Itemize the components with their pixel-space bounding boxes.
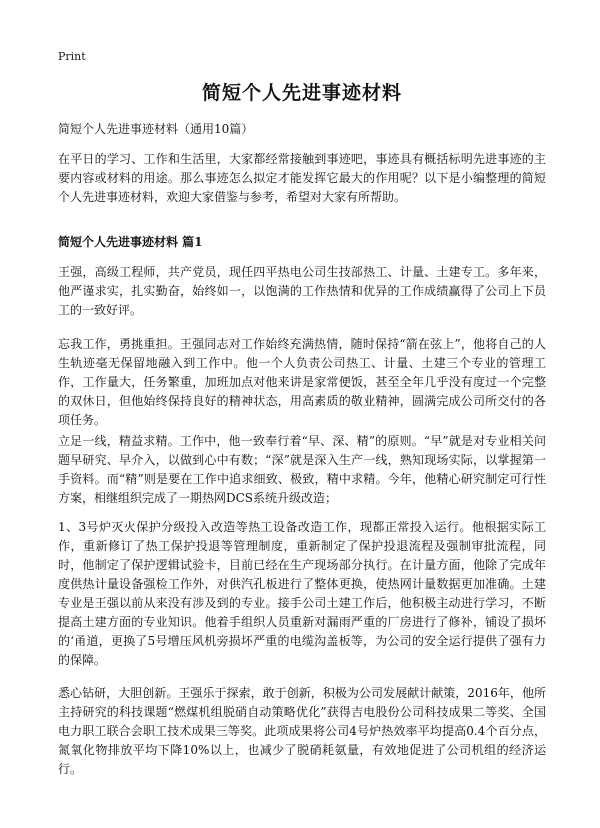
paragraph-3: 立足一线，精益求精。工作中，他一致奉行着“早、深、精”的原则。“早”就是对专业相关问题早研究、早介入，以做到心中有数；“深”就是深入生产一线，熟知现场实际，以掌握第一手资料。而“精”则是要在工作中追求细致、极致，精中求精。今年，他精心研究制定可行性方案，相继组织完成了一期热网DCS系统升级改造； <box>58 434 546 505</box>
paragraph-2: 忘我工作，勇挑重担。王强同志对工作始终充满热情，随时保持“箭在弦上”，他将自己的人生轨迹毫无保留地融入到工作中。他一个人负责公司热工、计量、土建三个专业的管理工作，工作量大，任务繁重，加班加点对他来讲是家常便饭，甚至全年几乎没有度过一个完整的双休日，但他始终保持良好的精神状态，用高素质的敬业精神，圆满完成公司所交付的各项任务。 <box>58 337 546 427</box>
intro-paragraph: 在平日的学习、工作和生活里，大家都经常接触到事迹吧，事迹具有概括标明先进事迹的主要内容或材料的用途。那么事迹怎么拟定才能发挥它最大的作用呢？以下是小编整理的简短个人先进事迹材料，欢迎大家借鉴与参考，希望对大家有所帮助。 <box>58 152 546 204</box>
paragraph-4: 1、3号炉灭火保护分级投入改造等热工设备改造工作，现都正常投入运行。他根据实际工作，重新修订了热工保护投退等管理制度，重新制定了保护投退流程及强制审批流程，同时，他制定了保护逻辑试验卡，目前已经在生产现场部分执行。在计量方面，他除了完成年度供热计量设备强检工作外，对供汽孔板进行了整体更换，使热网计量数据更加准确。土建专业是王强以前从来没有涉及到的专业。接手公司土建工作后，他积极主动进行学习，不断提高土建方面的专业知识。他着手组织人员重新对漏雨严重的厂房进行了修补，铺设了损坏的‘甬道，更换了5号增压风机旁损坏严重的电缆沟盖板等，为公司的安全运行提供了强有力的保障。 <box>58 520 546 667</box>
section-heading: 简短个人先进事迹材料 篇1 <box>58 235 203 249</box>
document-title: 简短个人先进事迹材料 <box>201 82 402 104</box>
print-label: Print <box>58 50 86 63</box>
document-subtitle: 简短个人先进事迹材料（通用10篇） <box>58 122 254 136</box>
paragraph-5: 悉心钻研，大胆创新。王强乐于探索，敢于创新，积极为公司发展献计献策，2016年，他所主持研究的科技课题“燃煤机组脱硝自动策略优化”获得吉电股份公司科技成果二等奖、全国电力职工联合会职工技术成果三等奖。此项成果将公司4号炉热效率平均提高0.4个百分点，氮氧化物排放平均下降10%以上，也减少了脱硝耗氨量，有效地促进了公司机组的经济运行。 <box>58 686 546 776</box>
paragraph-1: 王强，高级工程师，共产党员，现任四平热电公司生技部热工、计量、土建专工。多年来，他严谨求实，扎实勤奋，始终如一，以饱满的工作热情和优异的工作成绩赢得了公司上下员工的一致好评。 <box>58 265 546 317</box>
